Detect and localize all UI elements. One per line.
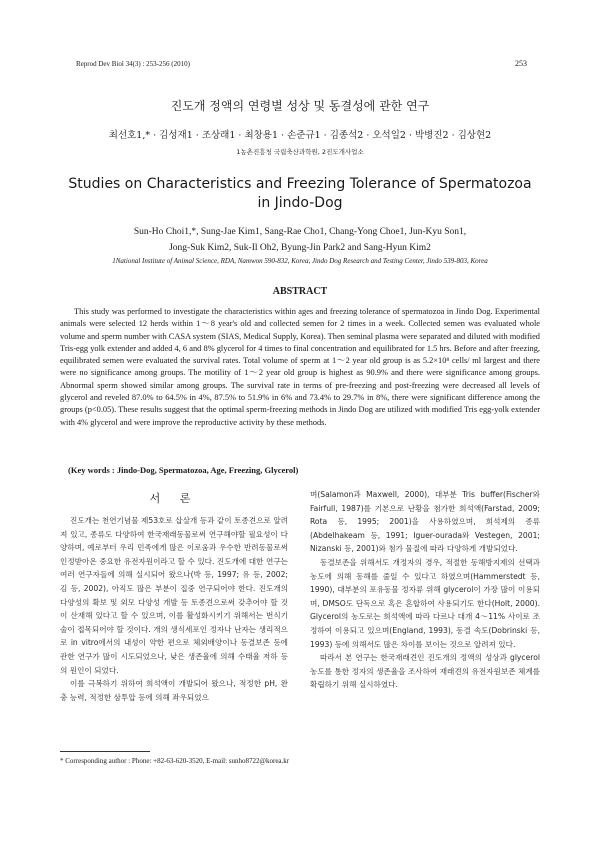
english-title-line: in Jindo-Dog (257, 195, 343, 211)
abstract-heading: ABSTRACT (272, 286, 328, 297)
english-title (0, 175, 600, 213)
page-number: 253 (515, 59, 527, 68)
corresponding-author-footnote: * Corresponding author : Phone: +82-63-620-3520, E-mail: sunho8722@korea.kr (60, 757, 290, 765)
english-title-line: Studies on Characteristics and Freezing Tolerance of Spermatozoa (68, 176, 532, 192)
abstract-text: This study was performed to investigate the characteristics within ages and freezing tolerance of spermatozoa in Jindo Dog. Experimental animals were selected 12 herds within 1～8 year's old and collected semen for 2 times in a week. Collected semen was evaluated whole volume and sperm number with CASA system (SIAS, Medical Supply, Korea). Then seminal plasma were separated and diluted with modified Tris-egg yolk extender and added 4, 6 and 8% glycerol for 4 times to final concentration and equilibrated for 1.5 hrs. Before and after freezing, equilibrated semen were evaluated the survival rates. Total volume of sperm at 1～2 year old group is as 5.2×10⁸ cells/ ml largest and there were no significance among groups. The motility of 1～2 year old group is highest as 90.9% and there were significance among groups. Abnormal sperm showed similar among groups. The survival rate in terms of pre-freezing and post-freezing were decreased all levels of glycerol and reveled 87.0% to 64.5% in 4%, 87.5% to 51.9% in 6% and 73.4% to 29.7% in 8%, there were significant difference among the groups (p<0.05). These results suggest that the optimal sperm-freezing methods in Jindo Dog are utilized with modified Tris egg-yolk extender with 4% glycerol and were improve the reproductive activity by these methods. (60, 307, 540, 427)
korean-affiliation: 1농촌진흥청 국립축산과학원, 2진도개사업소 (236, 148, 364, 156)
running-header: Reprod Dev Biol 34(3) : 253-256 (2010) (76, 60, 190, 68)
introduction-heading: 서 론 (149, 492, 199, 505)
body-column-right (310, 488, 540, 692)
english-authors-line: Jong-Suk Kim2, Suk-Il Oh2, Byung-Jin Park2 and Sang-Hyun Kim2 (169, 243, 431, 253)
english-affiliation: 1National Institute of Animal Science, RDA, Namwon 590-832, Korea, Jindo Dog Research and Testing Center, Jindo 539-803, Korea (112, 257, 488, 265)
body-paragraph: 며(Salamon과 Maxwell, 2000), 대부분 Tris buffer(Fischer와 Fairfull, 1987)를 기본으로 난황을 첨가한 희석액(Farstad, 2009; Rota 등, 1995; 2001)을 사용하였으며, 희석제의 종류(Abdelhakeam 등, 1991; Iguer-ourada와 Vestegen, 2001; Nizanski 등, 2001)와 첨가 물질에 따라 다양하게 개발되었다. (310, 490, 540, 554)
footnote-rule (60, 751, 150, 752)
korean-title: 진도개 정액의 연령별 성상 및 동결성에 관한 연구 (170, 99, 430, 113)
body-paragraph: 동결보존을 위해서도 개정자의 경우, 적절한 동해방지제의 선택과 농도에 의해 동해를 줄일 수 있다고 하였으며(Hammerstedt 등, 1990), 대부분의 포유동물 정자류 위해 glycerol이 가장 많이 이용되며, DMSO도 단독으로 혹은 혼합하여 사용되기도 한다(Holt, 2000). Glycerol의 농도로는 희석액에 따라 다르나 대개 4～11% 사이로 조정하여 이용되고 있으며(England, 1993), 동결 속도(Dobrinski 등, 1993) 등에 의해서도 많은 차이를 보이는 것으로 알려져 있다. (310, 557, 540, 649)
body-paragraph: 따라서 본 연구는 한국재래견인 진도개의 정액의 성상과 glycerol 농도를 통한 정자의 생존율을 조사하여 재래견의 유전자원보존 체계를 확립하기 위해 실시하였다. (310, 653, 540, 690)
body-paragraph: 진도개는 천연기념물 제53호로 삽살개 등과 같이 토종견으로 알려져 있고, 종류도 다양하여 한국재래동물로써 연구해야할 필요성이 다양하며, 예로부터 우리 민족에게 많은 이로움과 우수한 반려동물로써 인정받아온 중요한 유전자원이라고 할 수 있다. 진도개에 대한 연구는 여러 연구자들에 의해 실시되어 왔으나(박 등, 1997; 유 등, 2002; 김 등, 2002), 아직도 많은 부분이 집중 연구되어야 한다. 진도개의 다양성의 확보 및 외모 다양성 개발 등 토종견으로써 갖추어야 할 것이 산재해 있다고 할 수 있으며, 이를 활성화시키기 위해서는 번식기술이 접목되어야 할 것이다. 개의 생식세포인 정자나 난자는 생리적으로 in vitro에서의 내성이 약한 편으로 체외배양이나 동결보존 등에 관한 연구가 많이 시도되었으나, 낮은 생존율에 의해 수태율 저하 등의 원인이 되었다. (60, 516, 288, 675)
body-column-left (60, 514, 288, 704)
english-authors-line: Sun-Ho Choi1,*, Sung-Jae Kim1, Sang-Rae Cho1, Chang-Yong Choe1, Jun-Kyu Son1, (133, 227, 467, 237)
body-paragraph: 이를 극복하기 위하여 희석액이 개발되어 왔으나, 적정한 pH, 완충 능력, 적정한 삼투압 등에 의해 좌우되었으 (60, 679, 288, 702)
keywords: (Key words : Jindo-Dog, Spermatozoa, Age, Freezing, Glycerol) (68, 465, 299, 475)
korean-authors: 최선호1,* · 김성재1 · 조상래1 · 최창용1 · 손준규1 · 김종석2 · 오석일2 · 박병진2 · 김상현2 (108, 130, 492, 141)
english-authors (0, 224, 600, 256)
